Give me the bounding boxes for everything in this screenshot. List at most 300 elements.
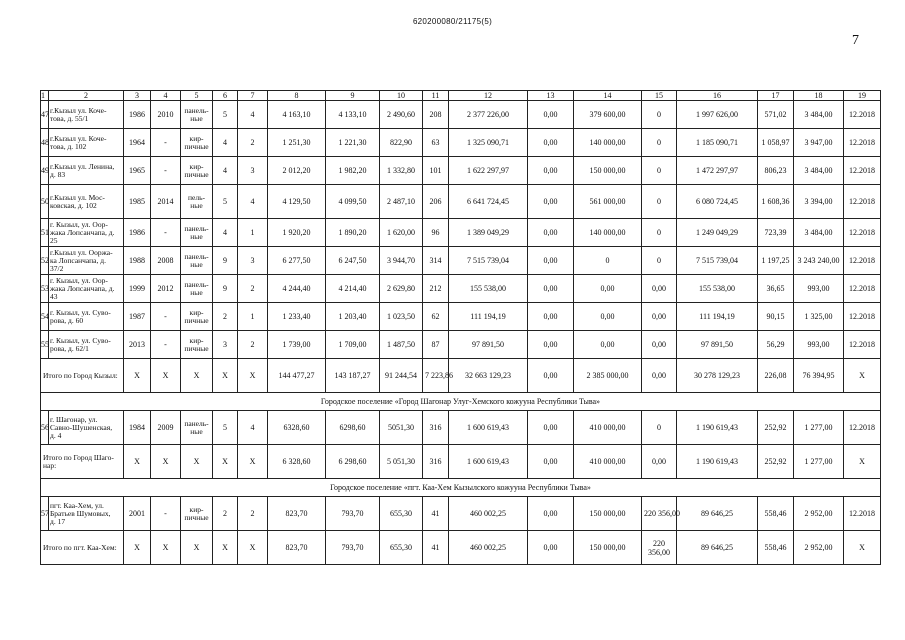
total-c7: X [238, 445, 268, 479]
address-cell: г.Кызыл ул. Ленина, д. 83 [49, 157, 124, 185]
cell-c9: 4 214,40 [326, 275, 380, 303]
cell-c10: 3 944,70 [380, 247, 423, 275]
total-c13: 0,00 [528, 531, 574, 565]
cell-c6: 2 [213, 303, 238, 331]
cell-c15: 0 [642, 157, 677, 185]
column-number-8: 8 [268, 91, 326, 101]
cell-c14: 0 [574, 247, 642, 275]
cell-c18: 993,00 [794, 275, 844, 303]
cell-c3: 1965 [124, 157, 151, 185]
total-c12: 32 663 129,23 [449, 359, 528, 393]
cell-c19: 12.2018 [844, 247, 881, 275]
cell-c13: 0,00 [528, 185, 574, 219]
total-c4: X [151, 359, 181, 393]
cell-c16: 111 194,19 [677, 303, 758, 331]
cell-c14: 150 000,00 [574, 497, 642, 531]
address-cell: г. Кызыл, ул. Оор- жака Лопсанчапа, д. 43 [49, 275, 124, 303]
cell-c5: панель- ные [181, 275, 213, 303]
cell-c11: 96 [423, 219, 449, 247]
cell-c18: 2 952,00 [794, 497, 844, 531]
cell-c4: 2008 [151, 247, 181, 275]
cell-c9: 793,70 [326, 497, 380, 531]
total-c3: X [124, 445, 151, 479]
total-c4: X [151, 531, 181, 565]
address-cell: г. Шагонар, ул. Савно-Шушенская, д. 4 [49, 411, 124, 445]
total-c4: X [151, 445, 181, 479]
cell-c12: 460 002,25 [449, 497, 528, 531]
cell-c5: панель- ные [181, 101, 213, 129]
cell-c19: 12.2018 [844, 331, 881, 359]
cell-c10: 5051,30 [380, 411, 423, 445]
cell-c9: 6 247,50 [326, 247, 380, 275]
total-c11: 7 223,86 [423, 359, 449, 393]
cell-c19: 12.2018 [844, 185, 881, 219]
total-c19: X [844, 445, 881, 479]
cell-c6: 4 [213, 129, 238, 157]
cell-c12: 1 389 049,29 [449, 219, 528, 247]
cell-c6: 2 [213, 497, 238, 531]
row-index: 56 [41, 411, 49, 445]
cell-c7: 2 [238, 331, 268, 359]
cell-c16: 1 190 619,43 [677, 411, 758, 445]
cell-c14: 379 600,00 [574, 101, 642, 129]
total-c15: 220 356,00 [642, 531, 677, 565]
cell-c11: 62 [423, 303, 449, 331]
cell-c10: 2 629,80 [380, 275, 423, 303]
cell-c18: 3 394,00 [794, 185, 844, 219]
total-c8: 823,70 [268, 531, 326, 565]
cell-c18: 1 277,00 [794, 411, 844, 445]
cell-c12: 6 641 724,45 [449, 185, 528, 219]
cell-c19: 12.2018 [844, 411, 881, 445]
cell-c4: 2014 [151, 185, 181, 219]
cell-c12: 155 538,00 [449, 275, 528, 303]
cell-c4: - [151, 129, 181, 157]
cell-c3: 2013 [124, 331, 151, 359]
cell-c10: 2 487,10 [380, 185, 423, 219]
total-c13: 0,00 [528, 359, 574, 393]
column-number-3: 3 [124, 91, 151, 101]
total-c18: 1 277,00 [794, 445, 844, 479]
row-index: 48 [41, 129, 49, 157]
address-cell: г. Кызыл, ул. Оор- жака Лопсанчапа, д. 25 [49, 219, 124, 247]
cell-c10: 655,30 [380, 497, 423, 531]
cell-c19: 12.2018 [844, 219, 881, 247]
column-number-6: 6 [213, 91, 238, 101]
total-c10: 655,30 [380, 531, 423, 565]
total-c9: 143 187,27 [326, 359, 380, 393]
cell-c14: 410 000,00 [574, 411, 642, 445]
cell-c13: 0,00 [528, 303, 574, 331]
cell-c9: 1 221,30 [326, 129, 380, 157]
cell-c3: 1988 [124, 247, 151, 275]
cell-c11: 87 [423, 331, 449, 359]
total-c12: 460 002,25 [449, 531, 528, 565]
cell-c6: 4 [213, 219, 238, 247]
total-c14: 410 000,00 [574, 445, 642, 479]
column-number-16: 16 [677, 91, 758, 101]
total-c18: 76 394,95 [794, 359, 844, 393]
cell-c16: 1 472 297,97 [677, 157, 758, 185]
cell-c5: кир- пичные [181, 129, 213, 157]
total-c17: 226,08 [758, 359, 794, 393]
cell-c7: 2 [238, 497, 268, 531]
cell-c8: 6328,60 [268, 411, 326, 445]
total-c13: 0,00 [528, 445, 574, 479]
cell-c3: 1987 [124, 303, 151, 331]
cell-c4: 2009 [151, 411, 181, 445]
cell-c15: 220 356,00 [642, 497, 677, 531]
table-row [41, 303, 881, 331]
total-label: Итого по Город Кызыл: [41, 359, 124, 393]
cell-c3: 1986 [124, 101, 151, 129]
address-cell: г. Кызыл, ул. Суво- рова, д. 60 [49, 303, 124, 331]
cell-c19: 12.2018 [844, 129, 881, 157]
total-c11: 41 [423, 531, 449, 565]
cell-c17: 1 058,97 [758, 129, 794, 157]
row-index: 47 [41, 101, 49, 129]
cell-c16: 97 891,50 [677, 331, 758, 359]
row-index: 55 [41, 331, 49, 359]
cell-c18: 3 484,00 [794, 101, 844, 129]
total-c16: 30 278 129,23 [677, 359, 758, 393]
table-row [41, 101, 881, 129]
total-label: Итого по пгт. Каа-Хем: [41, 531, 124, 565]
cell-c15: 0 [642, 129, 677, 157]
total-c17: 252,92 [758, 445, 794, 479]
total-c18: 2 952,00 [794, 531, 844, 565]
cell-c11: 206 [423, 185, 449, 219]
cell-c9: 1 890,20 [326, 219, 380, 247]
cell-c3: 1999 [124, 275, 151, 303]
column-number-5: 5 [181, 91, 213, 101]
cell-c3: 1986 [124, 219, 151, 247]
total-c16: 1 190 619,43 [677, 445, 758, 479]
total-c3: X [124, 359, 151, 393]
cell-c9: 1 203,40 [326, 303, 380, 331]
cell-c6: 5 [213, 101, 238, 129]
cell-c6: 5 [213, 185, 238, 219]
total-c15: 0,00 [642, 359, 677, 393]
cell-c7: 3 [238, 247, 268, 275]
cell-c15: 0,00 [642, 303, 677, 331]
cell-c8: 1 251,30 [268, 129, 326, 157]
column-number-19: 19 [844, 91, 881, 101]
cell-c8: 823,70 [268, 497, 326, 531]
table-row [41, 219, 881, 247]
cell-c18: 3 947,00 [794, 129, 844, 157]
section-header-row [41, 479, 881, 497]
cell-c13: 0,00 [528, 157, 574, 185]
total-c9: 793,70 [326, 531, 380, 565]
cell-c5: пель- ные [181, 185, 213, 219]
cell-c8: 1 233,40 [268, 303, 326, 331]
address-cell: г.Кызыл ул. Ооржа- ка Лопсанчапа, д. 37/2 [49, 247, 124, 275]
address-cell: г. Кызыл, ул. Суво- рова, д. 62/1 [49, 331, 124, 359]
total-c14: 2 385 000,00 [574, 359, 642, 393]
total-c10: 91 244,54 [380, 359, 423, 393]
cell-c14: 150 000,00 [574, 157, 642, 185]
table-row [41, 411, 881, 445]
section-title: Городское поселение «Город Шагонар Улуг-Хемского кожууна Республики Тыва» [41, 393, 881, 411]
cell-c13: 0,00 [528, 129, 574, 157]
cell-c10: 1 620,00 [380, 219, 423, 247]
cell-c5: кир- пичные [181, 157, 213, 185]
total-row [41, 531, 881, 565]
column-number-11: 11 [423, 91, 449, 101]
cell-c13: 0,00 [528, 275, 574, 303]
cell-c5: кир- пичные [181, 497, 213, 531]
cell-c9: 1 982,20 [326, 157, 380, 185]
cell-c11: 101 [423, 157, 449, 185]
total-row [41, 359, 881, 393]
cell-c5: кир- пичные [181, 303, 213, 331]
row-index: 50 [41, 185, 49, 219]
cell-c16: 1 997 626,00 [677, 101, 758, 129]
cell-c10: 822,90 [380, 129, 423, 157]
cell-c12: 97 891,50 [449, 331, 528, 359]
cell-c7: 4 [238, 101, 268, 129]
cell-c15: 0,00 [642, 275, 677, 303]
total-c5: X [181, 445, 213, 479]
cell-c14: 140 000,00 [574, 219, 642, 247]
cell-c19: 12.2018 [844, 101, 881, 129]
cell-c16: 155 538,00 [677, 275, 758, 303]
column-number-13: 13 [528, 91, 574, 101]
column-number-9: 9 [326, 91, 380, 101]
cell-c15: 0 [642, 247, 677, 275]
cell-c4: - [151, 497, 181, 531]
total-label: Итого по Город Шаго- нар: [41, 445, 124, 479]
cell-c5: панель- ные [181, 411, 213, 445]
column-number-15: 15 [642, 91, 677, 101]
cell-c19: 12.2018 [844, 157, 881, 185]
cell-c11: 314 [423, 247, 449, 275]
row-index: 53 [41, 275, 49, 303]
total-c10: 5 051,30 [380, 445, 423, 479]
cell-c7: 4 [238, 185, 268, 219]
cell-c14: 561 000,00 [574, 185, 642, 219]
address-cell: г.Кызыл ул. Коче- това, д. 55/1 [49, 101, 124, 129]
total-c6: X [213, 445, 238, 479]
cell-c14: 140 000,00 [574, 129, 642, 157]
cell-c16: 1 249 049,29 [677, 219, 758, 247]
cell-c14: 0,00 [574, 275, 642, 303]
column-number-14: 14 [574, 91, 642, 101]
cell-c18: 3 484,00 [794, 157, 844, 185]
total-c14: 150 000,00 [574, 531, 642, 565]
cell-c17: 571,02 [758, 101, 794, 129]
cell-c9: 1 709,00 [326, 331, 380, 359]
cell-c14: 0,00 [574, 331, 642, 359]
cell-c14: 0,00 [574, 303, 642, 331]
column-number-1: 1 [41, 91, 49, 101]
cell-c7: 3 [238, 157, 268, 185]
cell-c18: 1 325,00 [794, 303, 844, 331]
cell-c8: 1 739,00 [268, 331, 326, 359]
cell-c7: 1 [238, 219, 268, 247]
cell-c11: 208 [423, 101, 449, 129]
total-c17: 558,46 [758, 531, 794, 565]
cell-c10: 1 023,50 [380, 303, 423, 331]
total-c8: 144 477,27 [268, 359, 326, 393]
row-index: 54 [41, 303, 49, 331]
cell-c13: 0,00 [528, 219, 574, 247]
cell-c5: панель- ные [181, 219, 213, 247]
row-index: 57 [41, 497, 49, 531]
total-c6: X [213, 359, 238, 393]
cell-c17: 558,46 [758, 497, 794, 531]
cell-c9: 6298,60 [326, 411, 380, 445]
cell-c17: 1 197,25 [758, 247, 794, 275]
cell-c6: 3 [213, 331, 238, 359]
total-c11: 316 [423, 445, 449, 479]
cell-c15: 0 [642, 185, 677, 219]
cell-c7: 4 [238, 411, 268, 445]
total-c16: 89 646,25 [677, 531, 758, 565]
cell-c16: 89 646,25 [677, 497, 758, 531]
cell-c18: 3 484,00 [794, 219, 844, 247]
cell-c10: 2 490,60 [380, 101, 423, 129]
table-row [41, 185, 881, 219]
row-index: 52 [41, 247, 49, 275]
cell-c3: 1985 [124, 185, 151, 219]
cell-c8: 4 129,50 [268, 185, 326, 219]
total-c19: X [844, 359, 881, 393]
cell-c17: 36,65 [758, 275, 794, 303]
cell-c17: 723,39 [758, 219, 794, 247]
cell-c13: 0,00 [528, 411, 574, 445]
cell-c12: 1 600 619,43 [449, 411, 528, 445]
cell-c8: 1 920,20 [268, 219, 326, 247]
cell-c17: 56,29 [758, 331, 794, 359]
cell-c17: 806,23 [758, 157, 794, 185]
cell-c11: 212 [423, 275, 449, 303]
column-number-7: 7 [238, 91, 268, 101]
total-c7: X [238, 531, 268, 565]
cell-c5: кир- пичные [181, 331, 213, 359]
cell-c11: 63 [423, 129, 449, 157]
table-row [41, 129, 881, 157]
column-number-4: 4 [151, 91, 181, 101]
total-c7: X [238, 359, 268, 393]
address-cell: пгт. Каа-Хем, ул. Братьев Шумовых, д. 17 [49, 497, 124, 531]
column-number-2: 2 [49, 91, 124, 101]
housing-table [40, 90, 881, 565]
cell-c19: 12.2018 [844, 303, 881, 331]
total-c8: 6 328,60 [268, 445, 326, 479]
total-c6: X [213, 531, 238, 565]
total-c19: X [844, 531, 881, 565]
cell-c16: 1 185 090,71 [677, 129, 758, 157]
cell-c6: 9 [213, 247, 238, 275]
column-number-17: 17 [758, 91, 794, 101]
total-c12: 1 600 619,43 [449, 445, 528, 479]
cell-c11: 316 [423, 411, 449, 445]
cell-c17: 90,15 [758, 303, 794, 331]
cell-c5: панель- ные [181, 247, 213, 275]
table-row [41, 157, 881, 185]
total-c9: 6 298,60 [326, 445, 380, 479]
column-number-10: 10 [380, 91, 423, 101]
cell-c11: 41 [423, 497, 449, 531]
cell-c6: 4 [213, 157, 238, 185]
cell-c3: 1984 [124, 411, 151, 445]
cell-c4: 2010 [151, 101, 181, 129]
cell-c4: - [151, 157, 181, 185]
cell-c4: - [151, 219, 181, 247]
table-row [41, 497, 881, 531]
cell-c8: 4 244,40 [268, 275, 326, 303]
cell-c7: 1 [238, 303, 268, 331]
cell-c18: 993,00 [794, 331, 844, 359]
section-header-row [41, 393, 881, 411]
section-title: Городское поселение «пгт. Каа-Хем Кызылского кожууна Республики Тыва» [41, 479, 881, 497]
cell-c6: 9 [213, 275, 238, 303]
cell-c10: 1 332,80 [380, 157, 423, 185]
cell-c17: 252,92 [758, 411, 794, 445]
cell-c15: 0 [642, 219, 677, 247]
total-c5: X [181, 359, 213, 393]
cell-c8: 2 012,20 [268, 157, 326, 185]
cell-c13: 0,00 [528, 497, 574, 531]
cell-c12: 1 622 297,97 [449, 157, 528, 185]
cell-c12: 111 194,19 [449, 303, 528, 331]
cell-c13: 0,00 [528, 101, 574, 129]
table-row [41, 331, 881, 359]
cell-c8: 4 163,10 [268, 101, 326, 129]
column-number-18: 18 [794, 91, 844, 101]
cell-c4: - [151, 331, 181, 359]
cell-c15: 0 [642, 411, 677, 445]
table-row [41, 247, 881, 275]
cell-c10: 1 487,50 [380, 331, 423, 359]
row-index: 49 [41, 157, 49, 185]
cell-c4: 2012 [151, 275, 181, 303]
cell-c7: 2 [238, 129, 268, 157]
column-number-row [41, 91, 881, 101]
document-id: 620200080/21175(5) [412, 17, 493, 26]
total-c5: X [181, 531, 213, 565]
cell-c18: 3 243 240,00 [794, 247, 844, 275]
address-cell: г.Кызыл ул. Коче- това, д. 102 [49, 129, 124, 157]
total-c15: 0,00 [642, 445, 677, 479]
total-row [41, 445, 881, 479]
cell-c15: 0 [642, 101, 677, 129]
address-cell: г.Кызыл ул. Мос- ковская, д. 102 [49, 185, 124, 219]
cell-c8: 6 277,50 [268, 247, 326, 275]
cell-c17: 1 608,36 [758, 185, 794, 219]
cell-c15: 0,00 [642, 331, 677, 359]
cell-c13: 0,00 [528, 247, 574, 275]
cell-c7: 2 [238, 275, 268, 303]
total-c3: X [124, 531, 151, 565]
table-row [41, 275, 881, 303]
cell-c4: - [151, 303, 181, 331]
cell-c16: 7 515 739,04 [677, 247, 758, 275]
cell-c13: 0,00 [528, 331, 574, 359]
cell-c16: 6 080 724,45 [677, 185, 758, 219]
cell-c3: 1964 [124, 129, 151, 157]
cell-c12: 1 325 090,71 [449, 129, 528, 157]
cell-c19: 12.2018 [844, 497, 881, 531]
page-number: 7 [852, 33, 859, 48]
cell-c9: 4 099,50 [326, 185, 380, 219]
cell-c6: 5 [213, 411, 238, 445]
column-number-12: 12 [449, 91, 528, 101]
cell-c9: 4 133,10 [326, 101, 380, 129]
cell-c12: 7 515 739,04 [449, 247, 528, 275]
